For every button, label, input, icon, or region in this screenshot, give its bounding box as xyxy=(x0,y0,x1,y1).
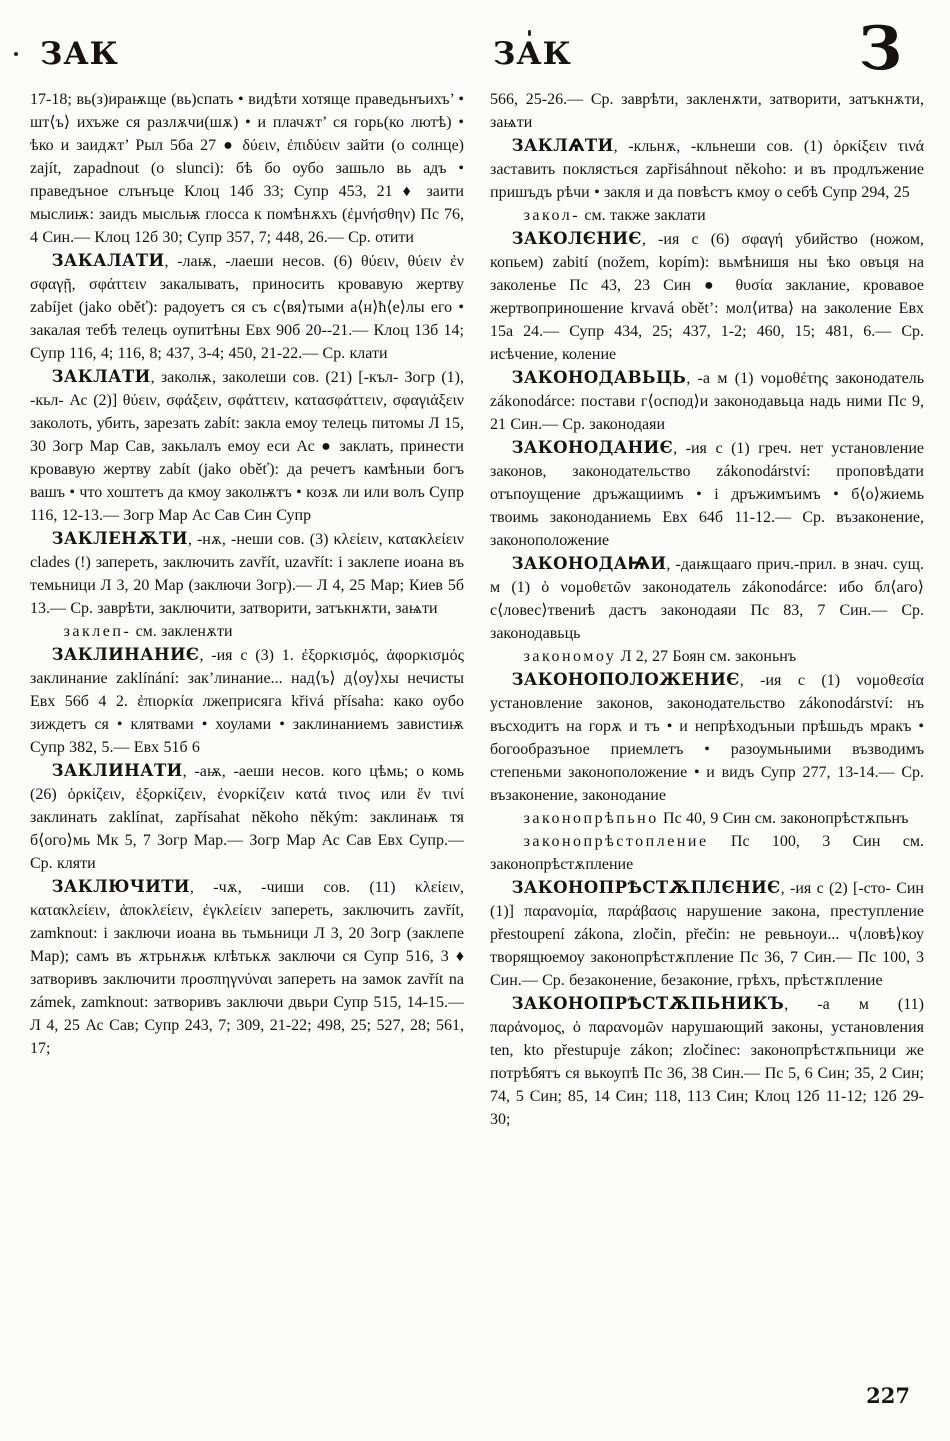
entry-text: Пс 100, 3 Син см. законопрѣстѫпление xyxy=(490,833,924,873)
entry-text: см. также заклати xyxy=(580,207,706,224)
entry-headword: ЗАКОНОПРѢСТѪПЛЄНИЄ xyxy=(511,878,781,897)
dict-entry xyxy=(490,876,924,992)
entry-text: Пс 40, 9 Син см. законопрѣстѫпьнъ xyxy=(658,810,909,827)
running-head-left: ЗАК xyxy=(40,36,119,72)
ink-speck xyxy=(14,52,18,56)
entry-headword: ЗАКОЛЄНИЄ xyxy=(511,229,642,248)
entry-headword: ЗАКЛЮЧИТИ xyxy=(51,877,190,896)
entry-text: , -аѭ, -аеши несов. кого цѣмь; о комь (26) ὁρκίζειν, ἐξορκίζειν, ἐνορκίζειν κατά τινος или ἔν τινί заклинать zaklínat, zapřísahat někoho někým: заклинаѭ тя б⟨ого⟩мь Мк 5, 7 Зогр Мар.— Зогр Мар Ас Сав Евх Супр.— Ср. кляти xyxy=(30,763,464,872)
entry-text: , -кльнѫ, -кльнеши сов. (1) ὁρκίξειν τινά заставить поклясться zapřisáhnout někoho: и въ продлъжение пришъдъ рѣчи • закля и да повѣстъ кмоу о себѣ Супр 294, 25 xyxy=(490,138,924,201)
section-letter: З xyxy=(858,14,902,84)
cross-reference xyxy=(490,645,924,668)
entry-text: , -чѫ, -чиши сов. (11) κλείειν, κατακλείειν, ἀποκλείειν, ἐγκλείειν запереть, заключить zavřít, zamknout: і заключи иоана вь тьмьници Л 3, 20 Зогр (заклепе Мар); самъ въ ѫтрьнѫѭ клѣтькѫ заключи ся Супр 516, 3 ♦ затворивъ заключити προσπηγνύναι запереть на замок zavřít na zámek, zamknout: затворивъ заключи двьри Супр 515, 14-15.— Л 4, 25 Ас Сав; Супр 243, 7; 309, 21-22; 498, 25; 527, 28; 561, 17; xyxy=(30,879,464,1057)
dict-entry xyxy=(30,875,464,1060)
dict-entry xyxy=(30,643,464,759)
entry-headword: ЗАКЛИНАТИ xyxy=(51,761,183,780)
page-number: 227 xyxy=(866,1383,910,1408)
continued-paragraph xyxy=(30,88,464,249)
entry-text: , -нѫ, -неши сов. (3) κλείειν, κατακλείειν clades (!) запереть, заключить zavřít, uzavřít: і заклепе иоана въ темьници Л 3, 20 Мар (заключи Зогр).— Л 4, 25 Мар; Киев 5б 13.— Ср. заврѣти, заключити, затворити, затъкнѫти, заѩти xyxy=(30,531,464,617)
entry-headword: ЗАКЛАТИ xyxy=(51,367,151,386)
column-right xyxy=(490,88,924,1131)
dict-entry xyxy=(30,249,464,365)
dict-entry xyxy=(30,759,464,875)
entry-text: , -лаѭ, -лаеши несов. (6) θύειν, θύειν ἐν σφαγῇ, σφάττειν закалывать, приносить кровавую жертву zabíjet (jako oběť): радоуетъ ся съ с⟨вя⟩тыми а⟨н⟩ћ⟨е⟩лы его • закалая тебѣ телець оупитѣны Евх 90б 20--21.— Клоц 13б 14; Супр 116, 4; 116, 8; 437, 3-4; 450, 21-22.— Ср. клати xyxy=(30,253,464,362)
xref-lead: заклеп- xyxy=(63,623,132,640)
xref-lead: законопрѣпьно xyxy=(523,810,659,827)
dict-entry xyxy=(30,527,464,620)
column-left xyxy=(30,88,464,1131)
entry-text: , -а м (11) παράνομος, ὁ παρανομῶν нарушающий законы, установления ten, kto přestupuje zákon; zločinec: законопрѣстѫпьници же потрѣбятъ ся вькоупѣ Пс 36, 38 Син.— Пс 5, 6 Син; 35, 2 Син; 74, 5 Син; 85, 14 Син; 118, 113 Син; Клоц 12б 11-12; 12б 29-30; xyxy=(490,996,924,1128)
entry-text: , заколѭ, заколеши сов. (21) [-къл- Зогр (1), -кьл- Ас (2)] θύειν, σφάξειν, σφάττειν, κατασφάττειν, σφαγιάξειν заколоть, убить, зарезать zabít: закла емоу телець питомы Л 15, 30 Зогр Мар Сав, закьлалъ емоу еси Ас ● заклать, принести кровавую жертву zabít (jako oběť): да речетъ камѣныи богъ вашъ • что хоштетъ да кмоу заколѭтъ • козѫ ли или волъ Супр 116, 12-13.— Зогр Мар Ас Сав Син Супр xyxy=(30,369,464,524)
dict-entry xyxy=(490,227,924,366)
running-head-center: ЗАК xyxy=(493,36,572,72)
dict-entry xyxy=(30,365,464,527)
entry-headword: ЗАКОНОДАѨИ xyxy=(511,554,667,573)
dict-entry xyxy=(490,552,924,645)
continued-paragraph xyxy=(490,88,924,134)
entry-text: , -ия с (1) νομοθεσία установление законов, законодательство zákonodárství: нъ въсходитъ на горѫ и тъ • и непрѣходъныи прѣшьдъ мракъ • богообразъное приемлетъ • разоумьныими възводимъ степеньми законоположение • и видъ Супр 277, 13-14.— Ср. възаконение, законодание xyxy=(490,672,924,804)
dict-entry xyxy=(490,992,924,1131)
entry-text: , -ия с (6) σφαγή убийство (ножом, копьем) zabití (nožem, kopím): вьмѣнишя ны ѣко овъця на заколенье Пс 43, 23 Син ● θυσία заклание, кровавое жертвоприношение krvavá obět’: мол⟨итва⟩ на заколение Евх 15а 24.— Супр 434, 25; 437, 1-2; 460, 15; 481, 6.— Ср. исѣчение, коление xyxy=(490,231,924,363)
entry-text: 17-18; вь(з)ираѭще (вь)спать • видѣти хотяще праведьнъихъ’ • шт⟨ъ⟩ ихъже ся разлѫчи(шѫ) • и плачѫт’ ся горь(ко лютѣ) • ѣко и заидѫт’ Рыл 5ба 27 ● δύειν, ἐπιδύειν зайти (о солнце) zajít, zapadnout (о slunci): бѣ бо оубо зашьло вь адъ • праведъное слънъце Клоц 14б 33; Супр 453, 21 ♦ заити мыслиѭ: заидъ мысльѭ глосса к помѣнѫхъ (ἐμνήσθην) Пс 76, 4 Син.— Клоц 12б 30; Супр 357, 7; 448, 26.— Ср. отити xyxy=(30,91,464,246)
cross-reference xyxy=(490,830,924,876)
entry-headword: ЗАКЛЕНѪТИ xyxy=(51,529,188,548)
entry-headword: ЗАКОНОПОЛОЖЕНИЄ xyxy=(511,670,740,689)
dictionary-columns xyxy=(30,88,924,1131)
cross-reference xyxy=(490,204,924,227)
cross-reference xyxy=(490,807,924,830)
entry-text: Л 2, 27 Боян см. законьнъ xyxy=(616,648,797,665)
dict-entry xyxy=(490,366,924,436)
dict-entry xyxy=(490,668,924,807)
page-header xyxy=(0,0,950,86)
cross-reference xyxy=(30,620,464,643)
xref-lead: закономоу xyxy=(523,648,617,665)
xref-lead: закол- xyxy=(523,207,581,224)
entry-headword: ЗАКЛИНАНИЄ xyxy=(51,645,200,664)
entry-text: см. закленѫти xyxy=(131,623,233,640)
entry-text: , -ия с (3) 1. ἐξορκισμός, ἀφορκισμός заклинание zaklínání: зак’линание... над⟨ъ⟩ д⟨оу⟩хы нечисты Евх 56б 4 2. ἐπιορκία лжеприсяга křivá přísaha: како оубо зиждетъ ся • клятвами • хоулами • заклинаниемъ завистиѭ Супр 382, 5.— Евх 51б 6 xyxy=(30,647,464,756)
entry-text: , -ия с (2) [-сто- Син (1)] παρανομία, παράβασις нарушение закона, преступление přestoupení zákona, zločin, přečin: не ревьноуи... ч⟨ловѣ⟩коу творящюемоу законопрѣстѫпление Пс 36, 7 Син.— Пс 100, 3 Син.— Ср. безаконение, безаконие, грѣхъ, прѣстѫпление xyxy=(490,880,924,989)
entry-headword: ЗАКЛѦТИ xyxy=(511,136,614,155)
xref-lead: законопрѣстопление xyxy=(523,833,709,850)
dict-entry xyxy=(490,134,924,204)
entry-text: 566, 25-26.— Ср. заврѣти, закленѫти, затворити, затъкнѫти, заѩти xyxy=(490,91,924,131)
dict-entry xyxy=(490,436,924,552)
entry-headword: ЗАКОНОДАВЬЦЬ xyxy=(511,368,687,387)
entry-headword: ЗАКОНОДАНИЄ xyxy=(511,438,674,457)
entry-headword: ЗАКАЛАТИ xyxy=(51,251,165,270)
entry-text: , -ия с (1) греч. нет установление законов, законодательство zákonodárství: проповѣдати отъпоущение дръжащиимъ • і дръжимъимъ • б⟨о⟩жиемь твоимь законоданиемь Евх 64б 11-12.— Ср. възаконение, законоположение xyxy=(490,440,924,549)
entry-text: , -а м (1) νομοθέτης законодатель zákonodárce: постави г⟨оспод⟩и законодавьца надь ними Пс 9, 21 Син.— Ср. законодаяи xyxy=(490,370,924,433)
entry-headword: ЗАКОНОПРѢСТѪПЬНИКЪ xyxy=(511,994,785,1013)
entry-text: , -даѭщааго прич.-прил. в знач. сущ. м (1) ὁ νομοθετῶν законодатель zákonodárce: ибо бл⟨аго⟩с⟨ловес⟩твениѣ дастъ законодаяи Пс 83, 7 Син.— Ср. законодавьць xyxy=(490,556,924,642)
